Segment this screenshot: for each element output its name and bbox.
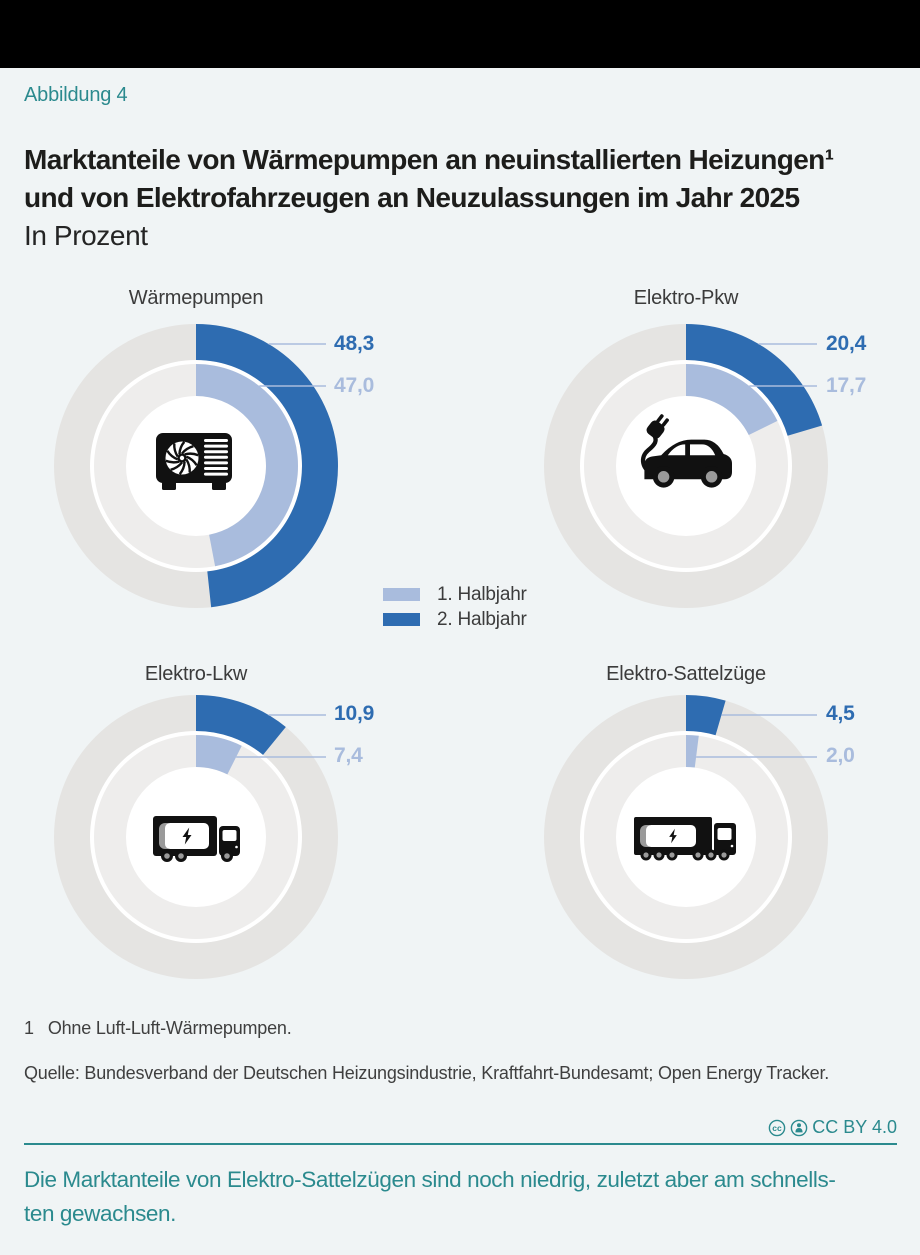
figure-label: Abbildung 4 [24,84,128,106]
chart-title: Elektro-Sattelzüge [606,663,766,685]
footnote-text: Ohne Luft-Luft-Wärmepumpen. [47,1018,292,1038]
caption [24,1163,914,1231]
chart-title: Elektro-Pkw [633,287,739,309]
footnote [24,1018,292,1039]
cc-by-person-icon [790,1119,808,1137]
chart-title: Elektro-Lkw [144,663,248,685]
cc-icon [768,1119,786,1137]
value-label-first-half: 2,0 [826,744,855,767]
caption-line2: ten gewachsen. [24,1201,177,1226]
value-label-second-half: 48,3 [334,332,375,355]
page-subtitle: In Prozent [24,220,148,251]
donut-elektro-lkw [0,650,460,1010]
value-label-second-half: 10,9 [334,702,375,725]
source-line: Quelle: Bundesverband der Deutschen Heizungsindustrie, Kraftfahrt-Bundesamt; Open Energy Tracker. [24,1063,830,1083]
page-title-line2: und von Elektrofahrzeugen an Neuzulassungen im Jahr 2025 [24,182,800,213]
title-block [24,141,904,255]
top-black-bar [0,0,920,68]
license-label: CC BY 4.0 [812,1117,897,1137]
caption-line1: Die Marktanteile von Elektro-Sattelzügen sind noch niedrig, zuletzt aber am schnells- [24,1167,836,1192]
teal-divider [24,1143,897,1145]
legend-swatch-first-half-icon [383,588,420,601]
footnote-marker: 1 [24,1018,34,1038]
legend-item-second-half [383,607,527,632]
value-label-first-half: 7,4 [334,744,363,767]
chart-title: Wärmepumpen [128,287,264,309]
value-label-first-half: 47,0 [334,374,375,397]
legend [383,582,527,632]
page-title-line1: Marktanteile von Wärmepumpen an neuinstallierten Heizungen¹ [24,144,834,175]
license-link[interactable] [768,1117,897,1138]
value-label-second-half: 4,5 [826,702,855,725]
chart-elektro-pkw [460,280,920,640]
legend-label: 1. Halbjahr [437,583,527,605]
legend-label: 2. Halbjahr [437,608,527,630]
legend-item-first-half [383,582,527,607]
legend-swatch-second-half-icon [383,613,420,626]
value-label-first-half: 17,7 [826,374,867,397]
chart-elektro-lkw [0,650,460,1010]
svg-text:cc: cc [772,1122,783,1133]
chart-elektro-sattelzuege [460,650,920,1010]
value-label-second-half: 20,4 [826,332,867,355]
